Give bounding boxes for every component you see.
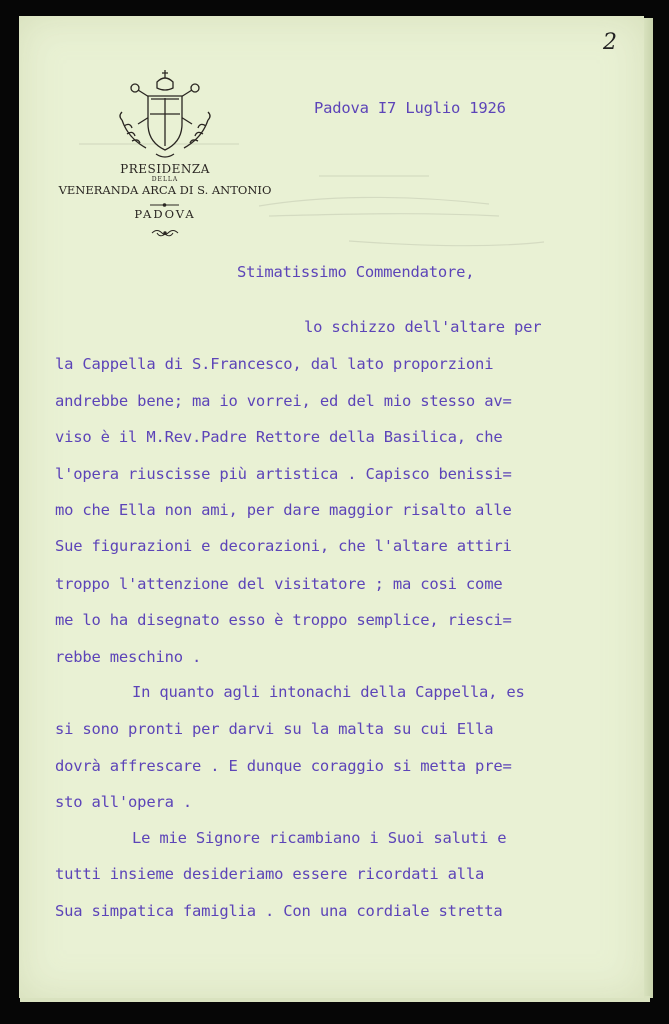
letter-line: viso è il M.Rev.Padre Rettore della Basilica, che (55, 428, 503, 446)
page-number: 2 (603, 30, 617, 55)
letter-line: Le mie Signore ricambiano i Suoi saluti e (132, 829, 507, 847)
letter-line: andrebbe bene; ma io vorrei, ed del mio stesso av= (55, 392, 512, 410)
letter-line: lo schizzo dell'altare per (304, 318, 542, 336)
letter-line: dovrà affrescare . E dunque coraggio si metta pre= (55, 757, 512, 775)
letterhead-city: PADOVA (134, 207, 196, 221)
letterhead (55, 66, 275, 239)
letter-line: rebbe meschino . (55, 648, 202, 666)
letterhead-institution: VENERANDA ARCA DI S. ANTONIO (58, 183, 272, 197)
letterhead-divider (148, 201, 181, 209)
letter-line: In quanto agli intonachi della Cappella, es (132, 683, 525, 701)
letter-line: l'opera riuscisse più artistica . Capisco benissi= (55, 465, 512, 483)
ornament-icon (149, 227, 181, 239)
crest-icon (110, 66, 220, 164)
letter-line: la Cappella di S.Francesco, dal lato proporzioni (55, 355, 494, 373)
letter-line: Sue figurazioni e decorazioni, che l'altare attiri (55, 537, 512, 555)
letter-line: troppo l'attenzione del visitatore ; ma cosi come (55, 575, 503, 593)
letter-line: me lo ha disegnato esso è troppo semplice, riesci= (55, 611, 512, 629)
letter-line: tutti insieme desideriamo essere ricordati alla (55, 865, 485, 883)
letter-line: mo che Ella non ami, per dare maggior risalto alle (55, 501, 512, 519)
letter-line: sto all'opera . (55, 793, 192, 811)
letter-salutation: Stimatissimo Commendatore, (237, 263, 475, 281)
letter-date: Padova I7 Luglio 1926 (314, 99, 506, 117)
letterhead-della: DELLA (151, 176, 179, 183)
letter-line: si sono pronti per darvi su la malta su cui Ella (55, 720, 494, 738)
letterhead-presidenza: PRESIDENZA (120, 162, 210, 176)
letter-line: Sua simpatica famiglia . Con una cordiale stretta (55, 902, 503, 920)
